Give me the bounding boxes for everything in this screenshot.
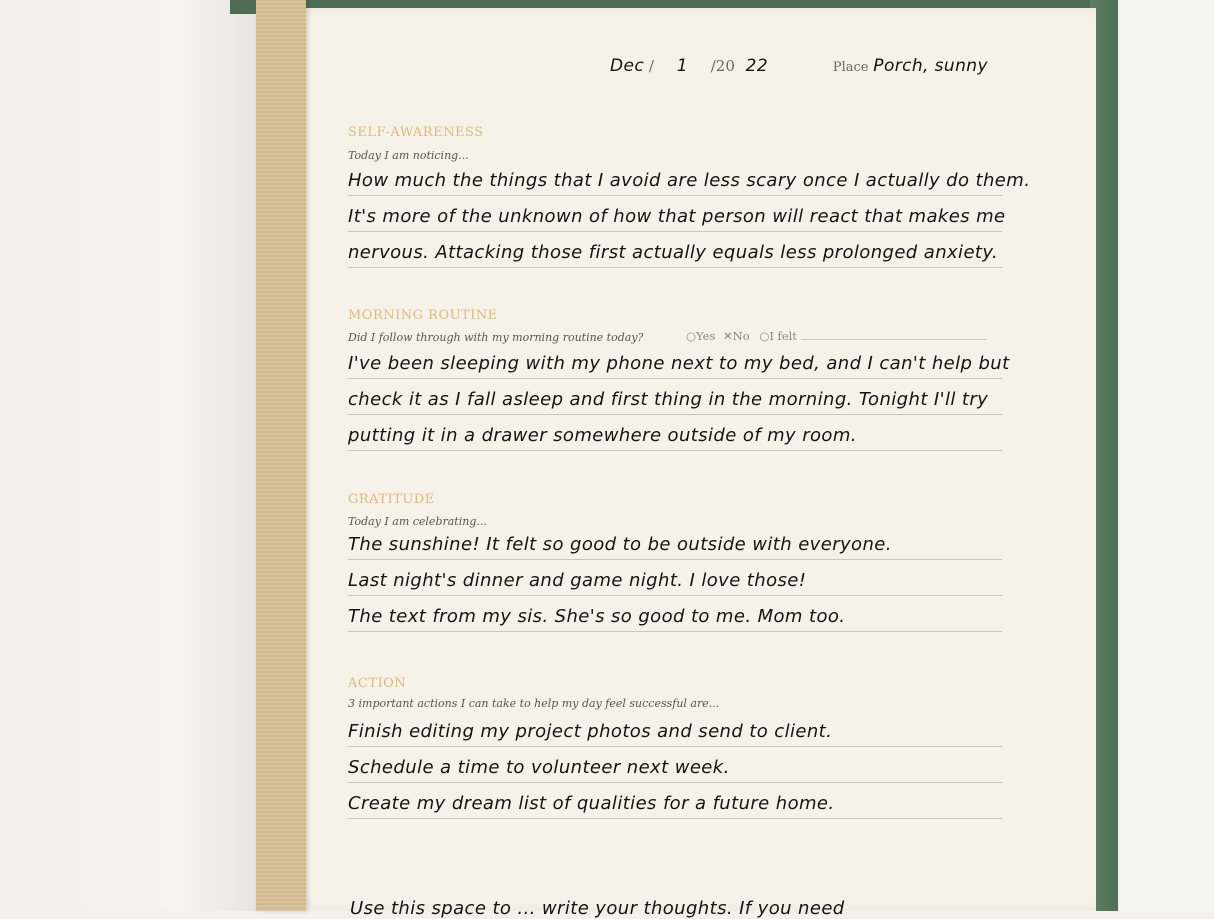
footer-text: Use this space to ... write your thoughts. If you need (350, 898, 845, 919)
journal-line (348, 597, 1002, 632)
left-page (0, 0, 262, 911)
handwritten-text: nervous. Attacking those first actually equals less prolonged anxiety. (348, 242, 999, 263)
journal-line (348, 197, 1006, 232)
section-prompt: 3 important actions I can take to help my day feel successful are... (348, 697, 720, 710)
journal-line (348, 344, 1010, 379)
section-prompt: Today I am noticing... (348, 149, 469, 162)
radio-felt[interactable]: ○I felt (759, 329, 797, 343)
journal-line (348, 416, 1002, 451)
handwritten-text: How much the things that I avoid are less scary once I actually do them. (348, 170, 1031, 191)
radio-yes[interactable]: ○Yes (686, 329, 716, 343)
section-prompt: Today I am celebrating... (348, 515, 487, 528)
section-heading: ACTION (348, 676, 407, 691)
date-sep: / (648, 57, 654, 75)
journal-line (348, 748, 1002, 783)
section-heading: MORNING ROUTINE (348, 308, 498, 323)
handwritten-text: putting it in a drawer somewhere outside of my room. (348, 425, 857, 446)
handwritten-text: The text from my sis. She's so good to me. Mom too. (348, 606, 846, 627)
journal-line (348, 380, 1002, 415)
place-value: Porch, sunny (873, 56, 988, 76)
place-label: Place (832, 60, 869, 75)
radio-no[interactable]: ✕No (723, 329, 750, 343)
journal-line (348, 525, 1002, 560)
option-label: No (732, 329, 750, 343)
ribbon-bookmark (256, 0, 306, 911)
handwritten-text: The sunshine! It felt so good to be outside with everyone. (348, 534, 892, 555)
handwritten-text: Last night's dinner and game night. I love those! (348, 570, 807, 591)
journal-line (348, 784, 1002, 819)
routine-options (686, 329, 987, 343)
handwritten-text: Schedule a time to volunteer next week. (348, 757, 730, 778)
journal-line (348, 161, 1031, 196)
handwritten-text: Finish editing my project photos and send to client. (348, 721, 833, 742)
date-day: 1 (676, 56, 688, 76)
journal-line (348, 712, 1002, 747)
date-field (610, 56, 988, 76)
section-prompt: Did I follow through with my morning routine today? (348, 331, 644, 344)
handwritten-text: It's more of the unknown of how that person will react that makes me (348, 206, 1006, 227)
handwritten-text: check it as I fall asleep and first thing in the morning. Tonight I'll try (348, 389, 989, 410)
option-label: Yes (696, 329, 716, 343)
journal-line (348, 561, 1002, 596)
date-month: Dec (610, 56, 645, 76)
date-year-prefix: /20 (710, 57, 735, 75)
date-year: 22 (745, 56, 769, 76)
journal-line (348, 233, 1002, 268)
option-label: I felt (769, 329, 797, 343)
section-heading: SELF-AWARENESS (348, 125, 484, 140)
background (1118, 0, 1214, 911)
handwritten-text: I've been sleeping with my phone next to my bed, and I can't help but (348, 353, 1010, 374)
section-heading: GRATITUDE (348, 492, 435, 507)
handwritten-text: Create my dream list of qualities for a future home. (348, 793, 835, 814)
